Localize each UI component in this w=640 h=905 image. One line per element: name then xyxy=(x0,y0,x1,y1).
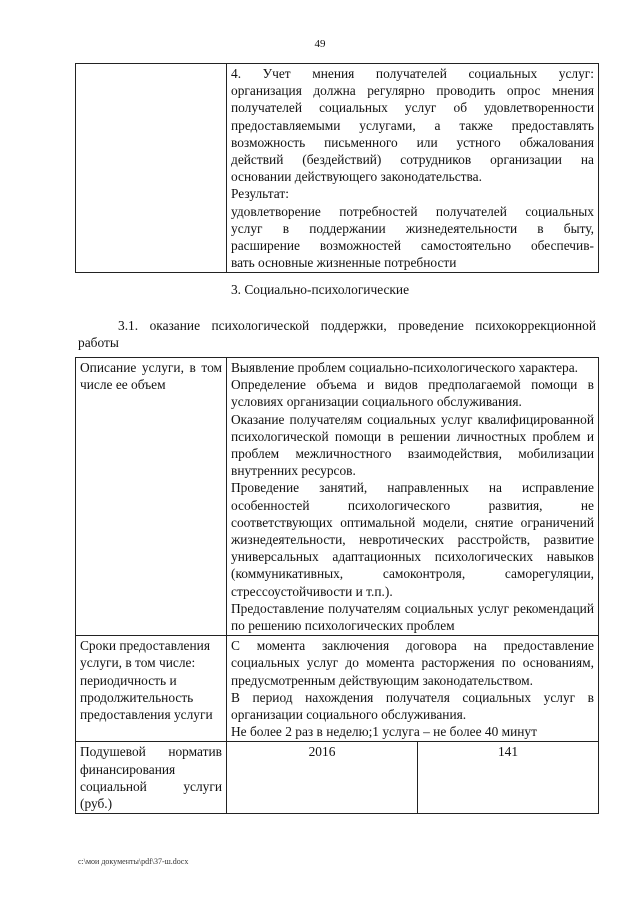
text-line: услуг в поддержании жизнедеятельности в быту, xyxy=(231,220,594,236)
text-line: расширение возможностей самостоятельно обеспечив- xyxy=(231,238,594,254)
paragraph: С момента заключения договора на предоставление социальных услуг до момента расторжения по основаниям, предусмотренным действующим законодательством. xyxy=(231,638,594,688)
table-row xyxy=(76,636,599,742)
text-line: действий (бездействий) сотрудников организации на xyxy=(231,152,594,168)
text-line: вать основные жизненные потребности xyxy=(231,255,457,271)
file-path-footer: c:\мои документы\pdf\37-ш.docx xyxy=(78,857,189,866)
text-line: удовлетворение потребностей получателей социальных xyxy=(231,203,594,219)
page-number: 49 xyxy=(314,38,326,50)
financing-year: 2016 xyxy=(227,742,418,814)
paragraph: Предоставление получателям социальных услуг рекомендаций по решению психологических проблем xyxy=(231,600,594,634)
table-row xyxy=(76,742,599,814)
paragraph: Оказание получателям социальных услуг квалифицированной психологической помощи в решении личностных проблем и проблем межличностного взаимодействия, мобилизации внутренних ресурсов. xyxy=(231,411,594,479)
text-line: организация должна регулярно проводить опрос мнения xyxy=(231,83,594,99)
financing-value: 141 xyxy=(418,742,599,814)
quality-criteria-cell xyxy=(227,64,599,273)
text-line: получателей социальных услуг об удовлетворенности xyxy=(231,100,594,116)
text-line: Результат: xyxy=(231,186,289,202)
text-line: основании действующего законодательства. xyxy=(231,169,482,185)
service-subheading: 3.1. оказание психологической поддержки, проведение психокоррекционной работы xyxy=(78,318,596,351)
row-label-financing: Подушевой норматив финансирования социальной услуги (руб.) xyxy=(76,742,227,814)
paragraph: В период нахождения получателя социальных услуг в организации социального обслуживания. xyxy=(231,689,594,723)
row-content-terms xyxy=(227,636,599,742)
text-line: предоставляемыми услугами, а также предоставлять xyxy=(231,117,594,133)
row-label-description: Описание услуги, в том числе ее объем xyxy=(76,358,227,636)
paragraph: Не более 2 раз в неделю;1 услуга – не более 40 минут xyxy=(231,724,537,740)
continuation-table xyxy=(75,63,599,273)
text-line: 4. Учет мнения получателей социальных услуг: xyxy=(231,66,594,81)
empty-left-cell xyxy=(76,64,227,273)
row-label-terms: Сроки предоставления услуги, в том числе: периодичность и продолжительность предоставления услуги xyxy=(76,636,227,742)
paragraph: Выявление проблем социально-психологического характера. xyxy=(231,360,579,375)
paragraph: Проведение занятий, направленных на исправление особенностей психологического развития, не соответствующих оптимальной модели, снятие ограничений жизнедеятельности, невротических расстройств, развитие универсальных адаптационных психологических навыков (коммуникативных, самоконтроля, саморегуляции, стрессоустойчивости и т.п.). xyxy=(231,480,594,599)
paragraph: Определение объема и видов предполагаемой помощи в условиях организации социального обслуживания. xyxy=(231,377,594,410)
table-row xyxy=(76,358,599,636)
service-table xyxy=(75,357,599,814)
row-content-description xyxy=(227,358,599,636)
text-line: возможность письменного или устного обжалования xyxy=(231,134,594,150)
section-title: 3. Социально-психологические xyxy=(230,282,410,297)
table-row xyxy=(76,64,599,273)
